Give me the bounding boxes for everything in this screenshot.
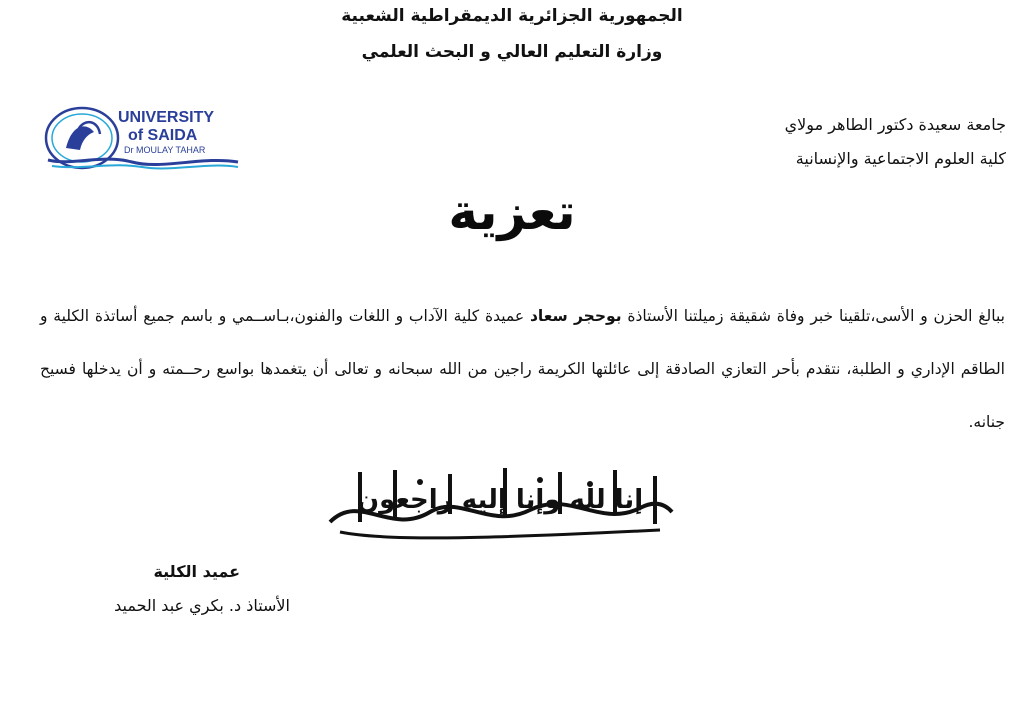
faculty-name: كلية العلوم الاجتماعية والإنسانية xyxy=(795,149,1006,168)
message-part2: عميدة كلية الآداب و اللغات والفنون،بـاســمي و باسم جميع أساتذة الكلية و الطاقم الإداري و الطلبة، نتقدم بأحر التعازي الصادقة إلى عائلتها الكريمة راجين من الله سبحانه و تعالى أن يتغمدها بواسع رحــمته و أن يدخلها فسيح جنانه. xyxy=(40,307,1005,431)
logo-line2: of SAIDA xyxy=(128,127,198,144)
condolence-message xyxy=(40,290,1005,449)
logo-line1: UNIVERSITY xyxy=(118,109,215,126)
signature-name: الأستاذ د. بكري عبد الحميد xyxy=(114,596,290,615)
signature-title: عميد الكلية xyxy=(153,562,240,581)
university-logo-graphic xyxy=(42,104,242,174)
deceased-relative-name: بوحجر سعاد xyxy=(529,307,622,325)
university-logo xyxy=(42,104,242,174)
ministry-header: وزارة التعليم العالي و البحث العلمي xyxy=(361,42,663,62)
document-title: تعزية xyxy=(448,183,576,241)
logo-line3: Dr MOULAY TAHAR xyxy=(124,145,206,155)
university-name: جامعة سعيدة دكتور الطاهر مولاي xyxy=(784,115,1006,134)
message-part1: ببالغ الحزن و الأسى،تلقينا خبر وفاة شقيقة زميلتنا الأستاذة xyxy=(621,307,1005,325)
quran-calligraphy xyxy=(300,452,700,544)
quran-verse-text: إنا لله وإنا إليه راجعون xyxy=(356,485,644,515)
calligraphy-graphic xyxy=(300,452,700,544)
republic-header: الجمهورية الجزائرية الديمقراطية الشعبية xyxy=(341,6,683,26)
